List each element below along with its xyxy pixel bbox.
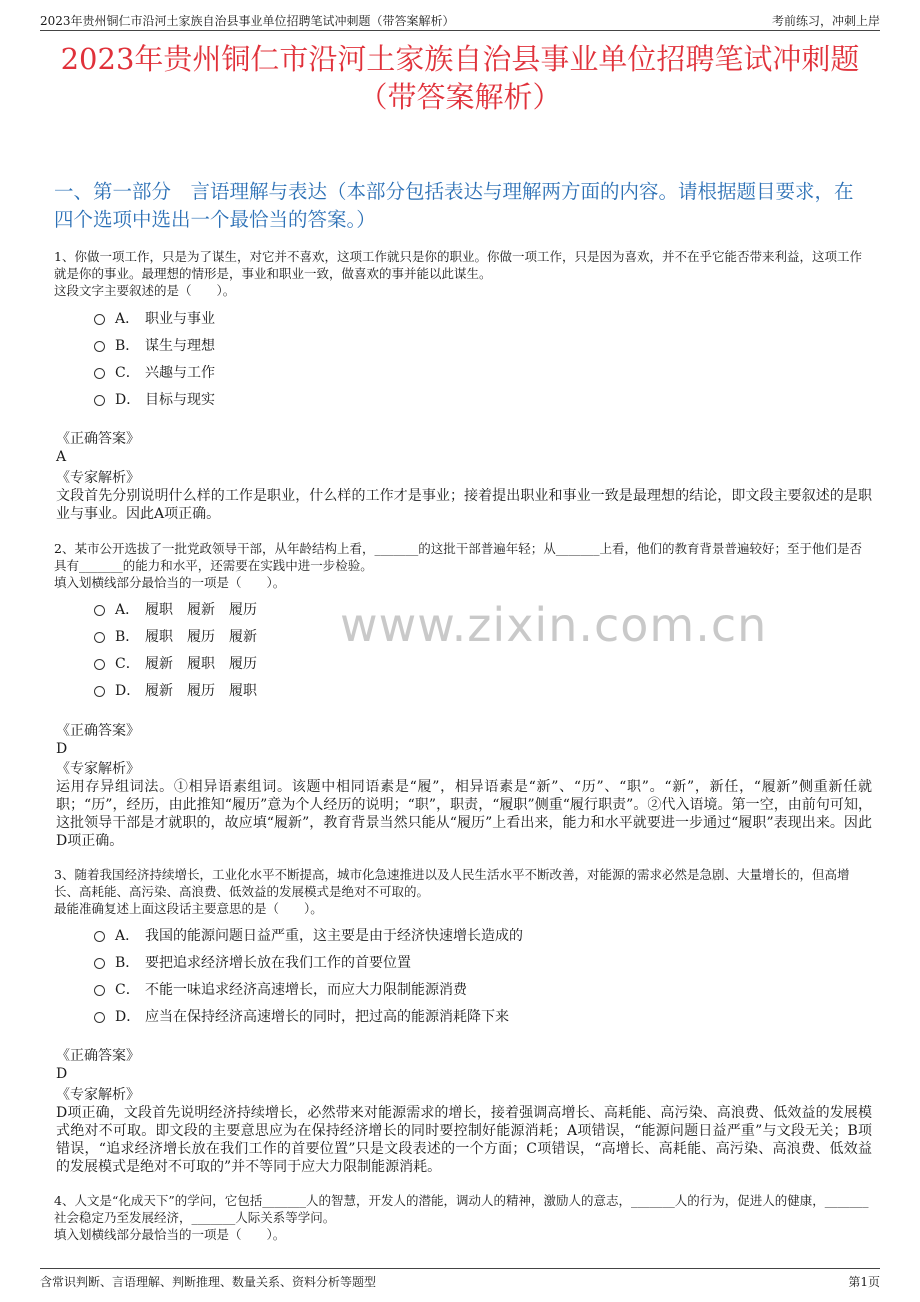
option-a[interactable]: A． 履职 履新 履历 — [94, 595, 257, 622]
option-d[interactable]: D． 履新 履历 履职 — [94, 676, 257, 703]
radio-icon[interactable] — [94, 1012, 105, 1023]
answer-value: D — [56, 741, 68, 757]
option-c[interactable]: C． 兴趣与工作 — [94, 358, 215, 385]
radio-icon[interactable] — [94, 659, 105, 670]
question-4 — [54, 1192, 872, 1243]
title-line-2: （带答案解析） — [358, 80, 562, 114]
radio-icon[interactable] — [94, 632, 105, 643]
header-slogan: 考前练习，冲刺上岸 — [771, 14, 880, 28]
question-2-options — [94, 595, 257, 703]
option-c[interactable]: C． 不能一味追求经济高速增长，而应大力限制能源消费 — [94, 975, 523, 1002]
question-3-options — [94, 921, 523, 1029]
question-2 — [54, 540, 872, 591]
answer-label: 《正确答案》 — [56, 431, 140, 447]
question-1-analysis — [56, 469, 872, 523]
option-b[interactable]: B． 谋生与理想 — [94, 331, 215, 358]
question-prompt: 这段文字主要叙述的是（ ）。 — [54, 283, 236, 298]
analysis-text: D项正确，文段首先说明经济持续增长，必然带来对能源需求的增长，接着强调高增长、高耗能、高污染、高浪费、低效益的发展模式绝对不可取。即文段的主要意思应为在保持经济增长的同时要控制好能源消耗；A项错误，“能源问题日益严重”与文段无关；B项错误，“追求经济增长放在我们工作的首要位置”只是文段表述的一个方面；C项错误，“高增长、高耗能、高污染、高浪费、低效益的发展模式是绝对不可取的”并不等同于应大力限制能源消耗。 — [56, 1105, 872, 1175]
question-3 — [54, 866, 872, 917]
option-b[interactable]: B． 要把追求经济增长放在我们工作的首要位置 — [94, 948, 523, 975]
page-footer — [40, 1268, 880, 1291]
page-number: 第1页 — [848, 1275, 880, 1289]
radio-icon[interactable] — [94, 958, 105, 969]
analysis-text: 运用存异组词法。①相异语素组词。该题中相同语素是“履”，相异语素是“新”、“历”、“职”。“新”，新任，“履新”侧重新任就职；“历”，经历，由此推知“履历”意为个人经历的说明；“职”，职责，“履职”侧重“履行职责”。②代入语境。第一空，由前句可知，这批领导干部是才就职的，故应填“履新”，教育背景当然只能从“履历”上看出来，能力和水平就要进一步通过“履职”表现出来。因此D项正确。 — [56, 779, 872, 849]
question-stem: 1、你做一项工作，只是为了谋生，对它并不喜欢，这项工作就只是你的职业。你做一项工作，只是因为喜欢，并不在乎它能否带来利益，这项工作就是你的事业。最理想的情形是，事业和职业一致，做喜欢的事并能以此谋生。 — [54, 249, 862, 281]
analysis-label: 《专家解析》 — [56, 1087, 140, 1103]
title-line-1: 2023年贵州铜仁市沿河土家族自治县事业单位招聘笔试冲刺题 — [60, 42, 860, 76]
radio-icon[interactable] — [94, 341, 105, 352]
option-c[interactable]: C． 履新 履职 履历 — [94, 649, 257, 676]
radio-icon[interactable] — [94, 931, 105, 942]
section-heading: 一、第一部分 言语理解与表达（本部分包括表达与理解两方面的内容。请根据题目要求，在四个选项中选出一个最恰当的答案。） — [54, 180, 854, 231]
question-1-answer — [56, 430, 872, 466]
option-b[interactable]: B． 履职 履历 履新 — [94, 622, 257, 649]
question-prompt: 最能准确复述上面这段话主要意思的是（ ）。 — [54, 901, 323, 916]
radio-icon[interactable] — [94, 686, 105, 697]
answer-value: D — [56, 1066, 68, 1082]
analysis-label: 《专家解析》 — [56, 761, 140, 777]
radio-icon[interactable] — [94, 368, 105, 379]
radio-icon[interactable] — [94, 985, 105, 996]
page-header — [40, 8, 880, 31]
question-2-answer — [56, 722, 872, 758]
document-title — [40, 40, 880, 116]
radio-icon[interactable] — [94, 605, 105, 616]
watermark: www.zixin.com.cn — [340, 598, 768, 652]
radio-icon[interactable] — [94, 395, 105, 406]
radio-icon[interactable] — [94, 314, 105, 325]
answer-value: A — [56, 449, 67, 465]
option-d[interactable]: D． 应当在保持经济高速增长的同时，把过高的能源消耗降下来 — [94, 1002, 523, 1029]
answer-label: 《正确答案》 — [56, 723, 140, 739]
analysis-label: 《专家解析》 — [56, 470, 140, 486]
answer-label: 《正确答案》 — [56, 1048, 140, 1064]
option-a[interactable]: A． 我国的能源问题日益严重，这主要是由于经济快速增长造成的 — [94, 921, 523, 948]
question-3-analysis — [56, 1086, 872, 1176]
question-1-options — [94, 304, 215, 412]
option-a[interactable]: A． 职业与事业 — [94, 304, 215, 331]
footer-note: 含常识判断、言语理解、判断推理、数量关系、资料分析等题型 — [40, 1275, 377, 1289]
question-prompt: 填入划横线部分最恰当的一项是（ ）。 — [54, 1227, 286, 1242]
question-2-analysis — [56, 760, 872, 850]
question-stem: 4、人文是“化成天下”的学问，它包括_______人的智慧，开发人的潜能，调动人的精神，激励人的意志，_______人的行为，促进人的健康，_______社会稳定乃至发展经济，_______人际关系等学问。 — [54, 1193, 869, 1225]
question-prompt: 填入划横线部分最恰当的一项是（ ）。 — [54, 575, 286, 590]
question-stem: 2、某市公开选拔了一批党政领导干部，从年龄结构上看，_______的这批干部普遍年轻；从_______上看，他们的教育背景普遍较好；至于他们是否具有_______的能力和水平，还需要在实践中进一步检验。 — [54, 541, 862, 573]
question-1 — [54, 248, 872, 299]
analysis-text: 文段首先分别说明什么样的工作是职业，什么样的工作才是事业；接着提出职业和事业一致是最理想的结论，即文段主要叙述的是职业与事业。因此A项正确。 — [56, 488, 872, 522]
header-doc-title: 2023年贵州铜仁市沿河土家族自治县事业单位招聘笔试冲刺题（带答案解析） — [40, 14, 455, 28]
question-stem: 3、随着我国经济持续增长，工业化水平不断提高，城市化急速推进以及人民生活水平不断改善，对能源的需求必然是急剧、大量增长的，但高增长、高耗能、高污染、高浪费、低效益的发展模式是绝对不可取的。 — [54, 867, 850, 899]
option-d[interactable]: D． 目标与现实 — [94, 385, 215, 412]
question-3-answer — [56, 1047, 872, 1083]
